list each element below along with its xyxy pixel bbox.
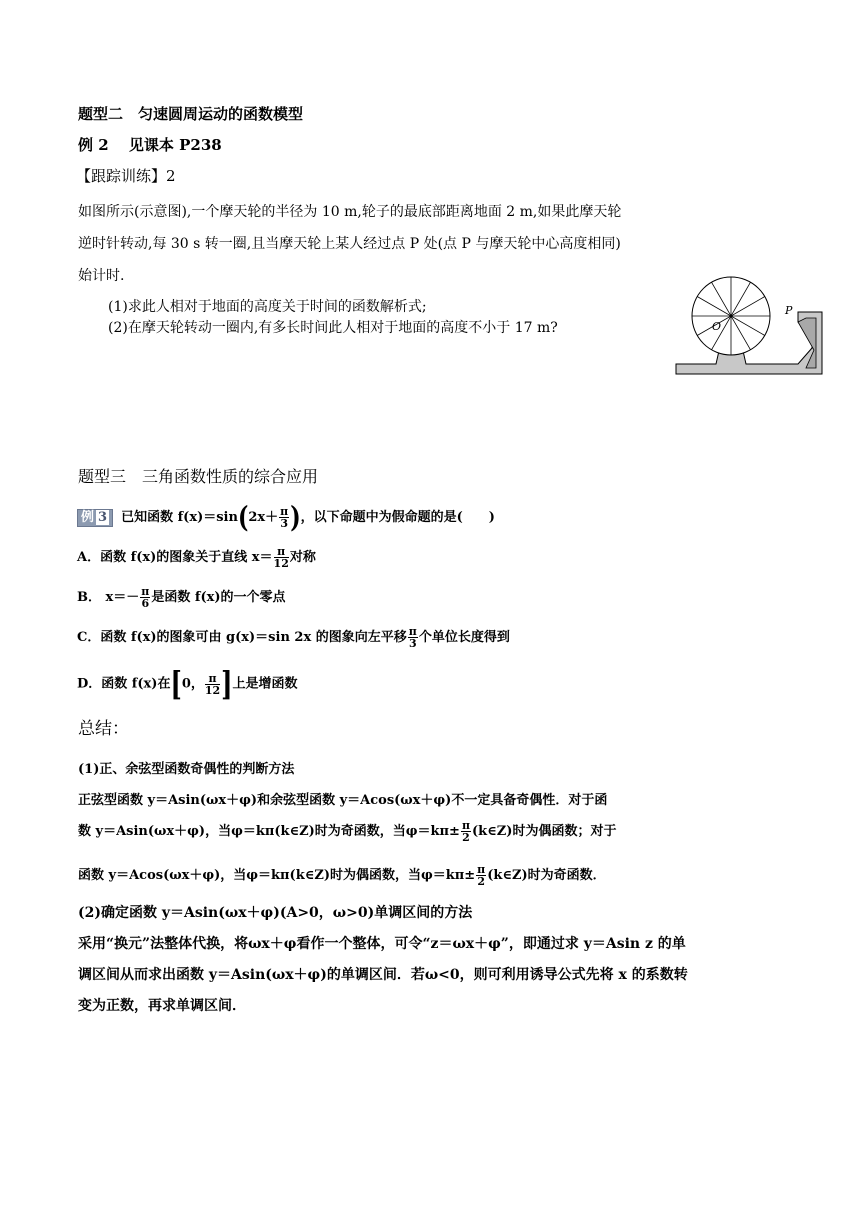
summary-p2-line1: 采用“换元”法整体代换，将ωx＋φ看作一个整体，可令“z＝ωx＋φ”，即通过求 y＝Asin z 的单 (78, 936, 686, 952)
summary-p1-line2: 数 y＝Asin(ωx＋φ)，当φ＝kπ(k∈Z)时为奇函数，当φ＝kπ± $\frac{\pi}{2}$ (k∈Z)时为偶函数；对于 (78, 819, 617, 844)
section2-title: 题型二 匀速圆周运动的函数模型 (78, 105, 304, 123)
summary-p1-line3: 函数 y＝Acos(ωx＋φ)，当φ＝kπ(k∈Z)时为偶函数，当φ＝kπ± $\frac{\pi}{2}$ (k∈Z)时为奇函数． (78, 863, 606, 888)
example2-text: 例 2 见课本 P238 (78, 136, 222, 154)
example3-badge: 例 3 (77, 509, 113, 527)
example3-stem: 例 3 已知函数 f(x)＝sin(2x＋ $\frac{\pi}{3}$ )，以下命题中为假命题的是( ) (77, 506, 495, 529)
para-line3: 始计时. (78, 268, 125, 284)
summary-heading-2: (2)确定函数 y＝Asin(ωx＋φ)(A>0，ω>0)单调区间的方法 (78, 905, 473, 921)
summary-p1-line1: 正弦型函数 y＝Asin(ωx＋φ)和余弦型函数 y＝Acos(ωx＋φ)不一定具备奇偶性．对于函 (78, 793, 608, 808)
summary-title: 总结： (78, 719, 129, 739)
question-1: (1)求此人相对于地面的高度关于时间的函数解析式; (108, 299, 427, 315)
question-2: (2)在摩天轮转动一圈内,有多长时间此人相对于地面的高度不小于 17 m? (108, 320, 558, 336)
option-c: C．函数 f(x)的图象可由 g(x)＝sin 2x 的图象向左平移 $\frac{\pi}{3}$ 个单位长度得到 (77, 625, 510, 650)
label-p: P (785, 304, 793, 317)
para-line2: 逆时针转动,每 30 s 转一圈,且当摩天轮上某人经过点 P 处(点 P 与摩天轮中心高度相同) (78, 236, 621, 252)
tracking-label: 【跟踪训练】2 (76, 167, 176, 185)
summary-p2-line3: 变为正数，再求单调区间． (78, 998, 246, 1014)
option-a: A．函数 f(x)的图象关于直线 x＝ $\frac{\pi}{12}$ 对称 (77, 545, 316, 570)
option-d: D．函数 f(x)在[0， $\frac{\pi}{12}$ ]上是增函数 (77, 663, 298, 703)
summary-p2-line2: 调区间从而求出函数 y＝Asin(ωx＋φ)的单调区间．若ω<0，则可利用诱导公式先将 x 的系数转 (78, 967, 688, 983)
label-o: O (712, 320, 722, 333)
section3-title: 题型三 三角函数性质的综合应用 (78, 467, 319, 486)
summary-heading-1: (1)正、余弦型函数奇偶性的判断方法 (78, 762, 295, 777)
option-b: B． x＝－ $\frac{\pi}{6}$ 是函数 f(x)的一个零点 (77, 585, 286, 610)
para-line1: 如图所示(示意图),一个摩天轮的半径为 10 m,轮子的最底部距离地面 2 m,如果此摩天轮 (78, 204, 622, 220)
ferris-wheel-figure (672, 268, 828, 380)
